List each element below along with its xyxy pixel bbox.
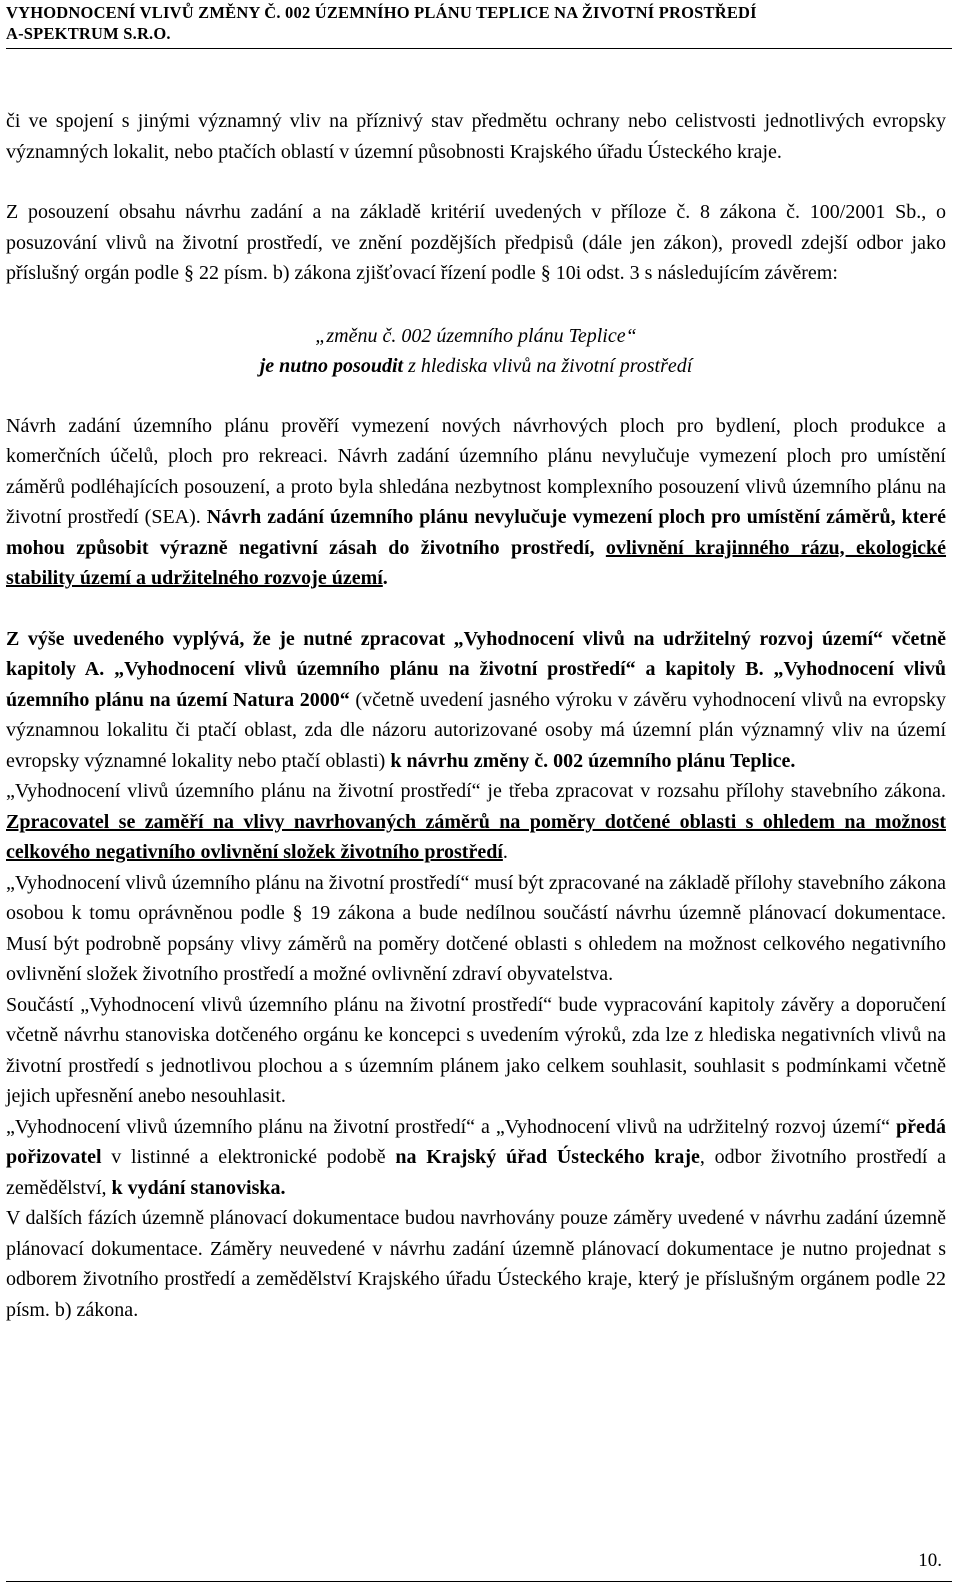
paragraph-5: „Vyhodnocení vlivů územního plánu na životní prostředí“ je třeba zpracovat v rozsahu přílohy stavebního zákona. Zpracovatel se zaměří na vlivy navrhovaných záměrů na poměry dotčené oblasti s ohledem na možnost celkového negativního ovlivnění složek životního prostředí. xyxy=(6,780,946,863)
conclusion-scope: z hlediska vlivů na životní prostředí xyxy=(403,354,693,377)
paragraph-9: V dalších fázích územně plánovací dokumentace budou navrhovány pouze záměry uvedené v návrhu zadání územně plánovací dokumentace. Záměry neuvedené v návrhu zadání územně plánovací dokumentace je nutno projednat s odborem životního prostředí a zemědělství Krajského úřadu Ústeckého kraje, který je příslušným orgánem podle 22 písm. b) zákona. xyxy=(6,1207,946,1321)
footer-divider xyxy=(6,1581,952,1582)
document-body xyxy=(6,106,946,1325)
company-name: A-SPEKTRUM S.R.O. xyxy=(6,24,171,43)
conclusion-subject: „změnu č. 002 územního plánu Teplice“ xyxy=(315,324,637,347)
paragraph-8: „Vyhodnocení vlivů územního plánu na životní prostředí“ a „Vyhodnocení vlivů na udržitelný rozvoj území“ předá pořizovatel v listinné a elektronické podobě na Krajský úřad Ústeckého kraje, odbor životního prostředí a zemědělství, k vydání stanoviska. xyxy=(6,1115,946,1199)
paragraph-4: Z výše uvedeného vyplývá, že je nutné zpracovat „Vyhodnocení vlivů na udržitelný rozvoj území“ včetně kapitoly A. „Vyhodnocení vlivů územního plánu na životní prostředí“ a kapitoly B. „Vyhodnocení vlivů územního plánu na území Natura 2000“ (včetně uvedení jasného výroku v závěru vyhodnocení vlivů na evropsky významnou lokalitu či ptačí oblast, zda dle názoru autorizované osoby má územní plán významný vliv na území evropsky významné lokality nebo ptačí oblasti) k návrhu změny č. 002 územního plánu Teplice. xyxy=(6,627,946,772)
paragraph-6: „Vyhodnocení vlivů územního plánu na životní prostředí“ musí být zpracované na základě přílohy stavebního zákona osobou k tomu oprávněnou podle § 19 zákona a bude nedílnou součástí návrhu územně plánovací dokumentace. Musí být podrobně popsány vlivy záměrů na poměry dotčené oblasti s ohledem na možnost celkového negativního ovlivnění složek životního prostředí a možné ovlivnění zdraví obyvatelstva. xyxy=(6,871,946,985)
page-header xyxy=(6,2,946,44)
paragraph-2: Z posouzení obsahu návrhu zadání a na základě kritérií uvedených v příloze č. 8 zákona č. 100/2001 Sb., o posuzování vlivů na životní prostředí, ve znění pozdějších předpisů (dále jen zákon), provedl zdejší odbor jako příslušný orgán podle § 22 písm. b) zákona zjišťovací řízení podle § 10i odst. 3 s následujícím závěrem: xyxy=(6,201,946,284)
conclusion-verdict: je nutno posoudit xyxy=(259,354,404,377)
conclusion-block xyxy=(6,319,946,381)
page-number: 10. xyxy=(918,1550,942,1571)
header-divider xyxy=(6,48,952,49)
paragraph-3: Návrh zadání územního plánu prověří vymezení nových návrhových ploch pro bydlení, ploch produkce a komerčních účelů, ploch pro rekreaci. Návrh zadání územního plánu nevylučuje vymezení ploch pro umístění záměrů podléhajících posouzení, a proto byla shledána nezbytnost komplexního posouzení vlivů územního plánu na životní prostředí (SEA). Návrh zadání územního plánu nevylučuje vymezení ploch pro umístění záměrů, které mohou způsobit výrazně negativní zásah do životního prostředí, ovlivnění krajinného rázu, ekologické stability území a udržitelného rozvoje území. xyxy=(6,414,947,589)
document-title: VYHODNOCENÍ VLIVŮ ZMĚNY Č. 002 ÚZEMNÍHO PLÁNU TEPLICE NA ŽIVOTNÍ PROSTŘEDÍ xyxy=(6,3,757,22)
paragraph-7: Součástí „Vyhodnocení vlivů územního plánu na životní prostředí“ bude vypracování kapitoly závěry a doporučení včetně návrhu stanoviska dotčeného orgánu ke koncepci s uvedením výroků, zda lze z hlediska negativních vlivů na životní prostředí s jednotlivou plochou a s územním plánem jako celkem souhlasit, souhlasit s podmínkami včetně jejich upřesnění anebo nesouhlasit. xyxy=(6,993,946,1107)
paragraph-1: či ve spojení s jinými významný vliv na příznivý stav předmětu ochrany nebo celistvosti jednotlivých evropsky významných lokalit, nebo ptačích oblastí v územní působnosti Krajského úřadu Ústeckého kraje. xyxy=(6,110,946,163)
